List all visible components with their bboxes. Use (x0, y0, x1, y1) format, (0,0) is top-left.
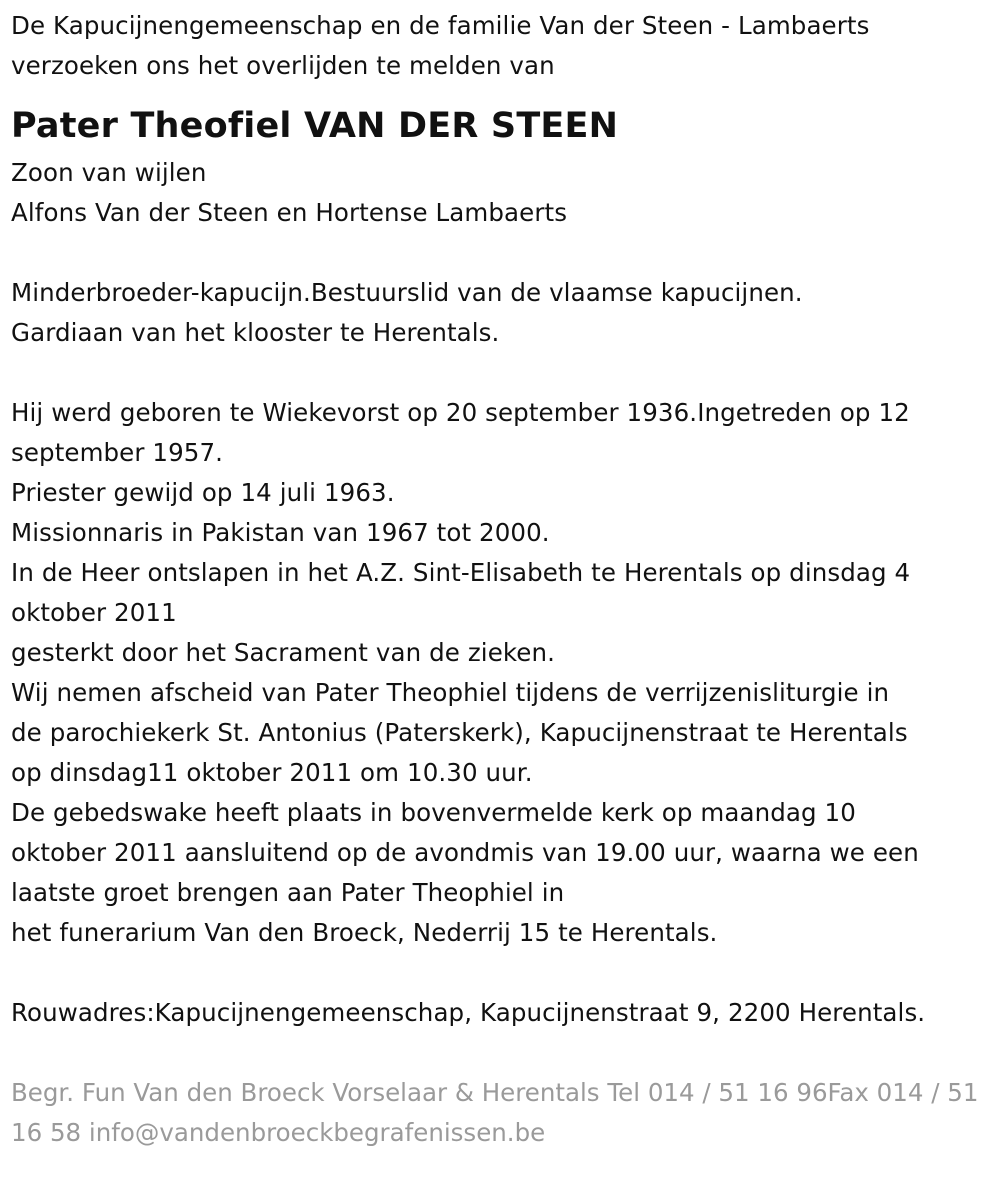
wake-line-1: De gebedswake heeft plaats in bovenvermelde kerk op maandag 10 (11, 798, 856, 827)
ordained-line: Priester gewijd op 14 juli 1963. (11, 478, 395, 507)
funeral-line-1: Wij nemen afscheid van Pater Theophiel tijdens de verrijzenisliturgie in (11, 678, 890, 707)
born-line-1: Hij werd geboren te Wiekevorst op 20 september 1936.Ingetreden op 12 (11, 398, 910, 427)
missionary-line: Missionnaris in Pakistan van 1967 tot 2000. (11, 518, 550, 547)
funeral-line-3: op dinsdag11 oktober 2011 om 10.30 uur. (11, 758, 533, 787)
intro-line-1: De Kapucijnengemeenschap en de familie Van der Steen - Lambaerts (11, 11, 870, 40)
mourning-address: Rouwadres:Kapucijnengemeenschap, Kapucijnenstraat 9, 2200 Herentals. (11, 998, 926, 1027)
born-line-2: september 1957. (11, 438, 224, 467)
parents-label: Zoon van wijlen (11, 158, 207, 187)
spacer (11, 233, 996, 273)
spacer (11, 353, 996, 393)
wake-line-3: laatste groet brengen aan Pater Theophiel in (11, 878, 565, 907)
parents-names: Alfons Van der Steen en Hortense Lambaerts (11, 198, 568, 227)
death-notice (11, 6, 996, 1153)
spacer (11, 953, 996, 993)
sacrament-line: gesterkt door het Sacrament van de zieken. (11, 638, 555, 667)
wake-line-2: oktober 2011 aansluitend op de avondmis van 19.00 uur, waarna we een (11, 838, 919, 867)
died-line-2: oktober 2011 (11, 598, 177, 627)
roles-line-1: Minderbroeder-kapucijn.Bestuurslid van de vlaamse kapucijnen. (11, 278, 803, 307)
intro-line-2: verzoeken ons het overlijden te melden van (11, 51, 555, 80)
wake-line-4: het funerarium Van den Broeck, Nederrij 15 te Herentals. (11, 918, 718, 947)
died-line-1: In de Heer ontslapen in het A.Z. Sint-Elisabeth te Herentals op dinsdag 4 (11, 558, 911, 587)
spacer (11, 1033, 996, 1073)
funeral-line-2: de parochiekerk St. Antonius (Paterskerk), Kapucijnenstraat te Herentals (11, 718, 908, 747)
deceased-name: Pater Theofiel VAN DER STEEN (11, 106, 619, 146)
roles-line-2: Gardiaan van het klooster te Herentals. (11, 318, 500, 347)
funeral-home-footer: Begr. Fun Van den Broeck Vorselaar & Herentals Tel 014 / 51 16 96Fax 014 / 51 16 58 info@vandenbroeckbegrafenissen.be (11, 1078, 979, 1147)
